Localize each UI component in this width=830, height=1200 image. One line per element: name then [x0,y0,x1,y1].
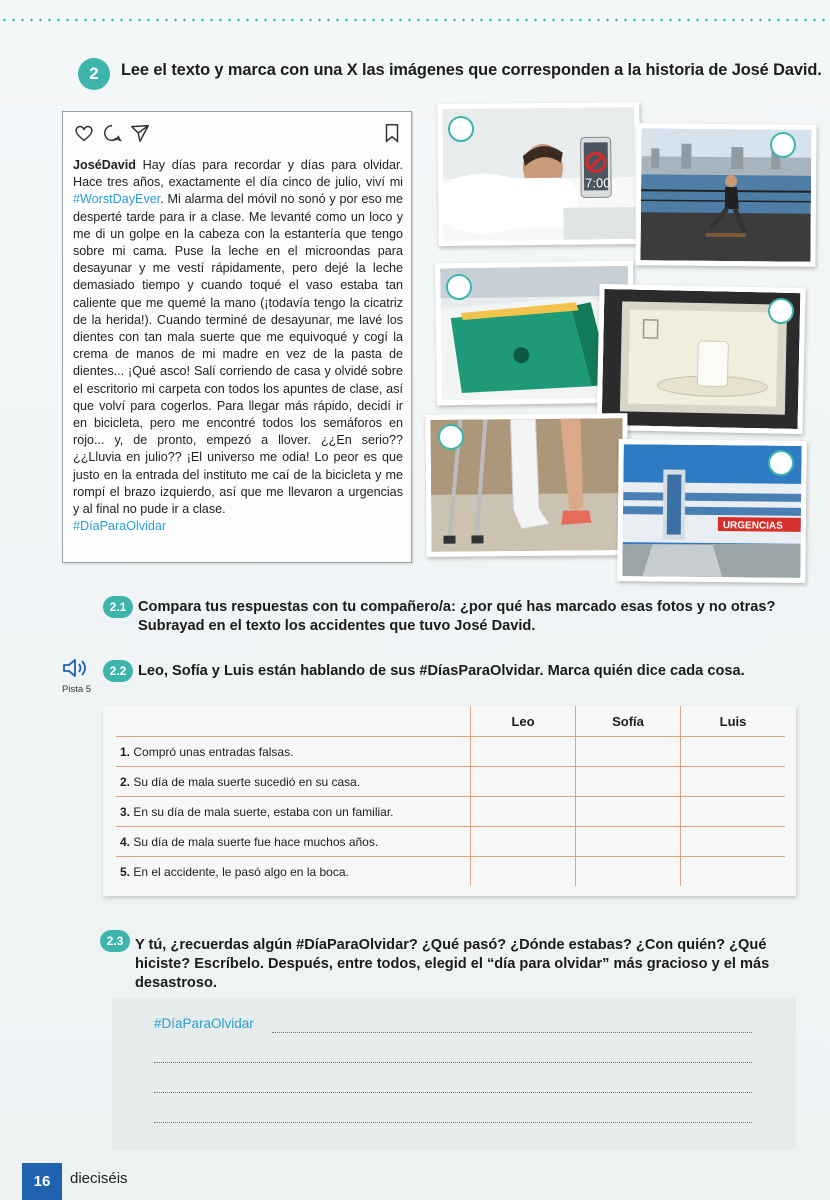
answer-table [103,706,796,896]
subexercise-2-1-instruction: Compara tus respuestas con tu compañero/a: ¿por qué has marcado esas fotos y no otras? Subrayad en el texto los accidentes que tuvo José David. [138,599,776,634]
page-number-word: dieciséis [70,1170,128,1187]
answer-cell-luis[interactable] [681,737,786,767]
answer-cell-luis[interactable] [681,857,786,887]
photo-checkbox-5[interactable] [438,424,464,450]
dotted-border [0,18,830,22]
answer-cell-leo[interactable] [471,797,576,827]
table-header-luis: Luis [681,706,786,737]
answer-cell-sofia[interactable] [576,767,681,797]
hospital-sign-text: URGENCIAS [722,520,783,532]
exercise-number-badge: 2 [78,58,110,90]
answer-cell-sofia[interactable] [576,857,681,887]
social-post [62,111,412,563]
answer-cell-sofia[interactable] [576,737,681,767]
subexercise-2-2-instruction: Leo, Sofía y Luis están hablando de sus #DíasParaOlvidar. Marca quién dice cada cosa. [138,663,745,679]
row-statement: Su día de mala suerte fue hace muchos años. [133,834,379,849]
photo-checkbox-6[interactable] [768,450,794,476]
exercise-instruction: Lee el texto y marca con una X las imágenes que corresponden a la historia de José David. [121,61,822,79]
row-number: 3. [120,804,131,819]
answer-cell-leo[interactable] [471,857,576,887]
table-header-sofia: Sofía [576,706,681,737]
post-icons [73,122,401,146]
photo-checkbox-1[interactable] [448,116,474,142]
subexercise-2-2-badge: 2.2 [103,660,133,682]
subexercise-2-3-badge: 2.3 [100,930,130,952]
subexercise-2-1-badge: 2.1 [103,596,133,618]
table-header-empty [116,706,471,737]
photo-checkbox-4[interactable] [768,298,794,324]
answer-cell-luis[interactable] [681,797,786,827]
row-statement: En el accidente, le pasó algo en la boca. [133,864,349,879]
row-statement: Compró unas entradas falsas. [133,744,294,759]
row-number: 4. [120,834,131,849]
writing-line[interactable] [154,1062,752,1063]
post-text [73,157,403,535]
row-number: 2. [120,774,131,789]
table-header-leo: Leo [471,706,576,737]
writing-line[interactable] [272,1032,752,1033]
comment-icon [101,122,123,144]
answer-cell-leo[interactable] [471,827,576,857]
answer-cell-sofia[interactable] [576,797,681,827]
heart-icon [73,122,95,144]
table-row [116,737,785,767]
phone-clock-text: 7:00 [585,175,611,191]
row-statement: En su día de mala suerte, estaba con un familiar. [133,804,394,819]
audio-track-label: Pista 5 [62,684,92,695]
answer-cell-luis[interactable] [681,827,786,857]
row-statement: Su día de mala suerte sucedió en su casa. [133,774,361,789]
post-hashtag-worstdayever: #WorstDayEver [73,192,161,207]
row-number: 1. [120,744,131,759]
writing-line[interactable] [154,1092,752,1093]
table-row [116,797,785,827]
post-text-part-1: Hay días para recordar y días para olvidar. Hace tres años, exactamente el día cinco de julio, viví mi [73,158,403,190]
answer-cell-leo[interactable] [471,737,576,767]
audio-speaker-icon[interactable] [62,658,90,678]
post-username: JoséDavid [73,158,136,172]
photo-checkbox-3[interactable] [446,274,472,300]
subexercise-2-3-instruction: Y tú, ¿recuerdas algún #DíaParaOlvidar? ¿Qué pasó? ¿Dónde estabas? ¿Con quién? ¿Qué hiciste? Escríbelo. Después, entre todos, elegid el “día para olvidar” más gracioso y el más desastroso. [135,937,770,991]
post-hashtag-diaparaolvidar: #DíaParaOlvidar [73,519,167,534]
post-text-part-2: . Mi alarma del móvil no sonó y por eso me desperté tarde para ir a clase. Me levanté como un loco y me di un golpe en la cabeza con la estantería que tengo sobre mi cama. Puse la leche en el microondas para desayunar y me vestí rápidamente, pero dejé la leche demasiado tiempo y cuando toqué el vaso estaba tan caliente que me quemé la mano (¡todavía tengo la cicatriz de la herida!). Cuando terminé de desayunar, me lavé los dientes con tan mala suerte que me equivoqué y cogí la crema de manos de mi madre en vez de la pasta de dientes... ¡Qué asco! Salí corriendo de casa y olvidé sobre el escritorio mi carpeta con todos los apuntes de clase, así que volví para cogerlos. Para llegar más rápido, decidí ir en bicicleta, pero me encontré todos los semáforos en rojo... y, de pronto, empezó a llover. ¿¿En serio?? ¿¿Lluvia en julio?? ¡El universo me odia! Lo peor es que justo en la entrada del instituto me caí de la bicicleta y me rompí el brazo izquierdo, así que me llevaron a urgencias y al final no pude ir a clase. [73,192,403,517]
table-row [116,827,785,857]
page-number: 16 [22,1163,62,1200]
table-row [116,767,785,797]
answer-cell-sofia[interactable] [576,827,681,857]
writing-line[interactable] [154,1122,752,1123]
photo-checkbox-2[interactable] [770,132,796,158]
send-icon [129,122,151,144]
answer-cell-luis[interactable] [681,767,786,797]
answer-cell-leo[interactable] [471,767,576,797]
writing-area[interactable] [112,998,796,1150]
writing-hashtag: #DíaParaOlvidar [154,1016,254,1031]
table-row [116,857,785,887]
bookmark-icon [381,122,403,144]
row-number: 5. [120,864,131,879]
